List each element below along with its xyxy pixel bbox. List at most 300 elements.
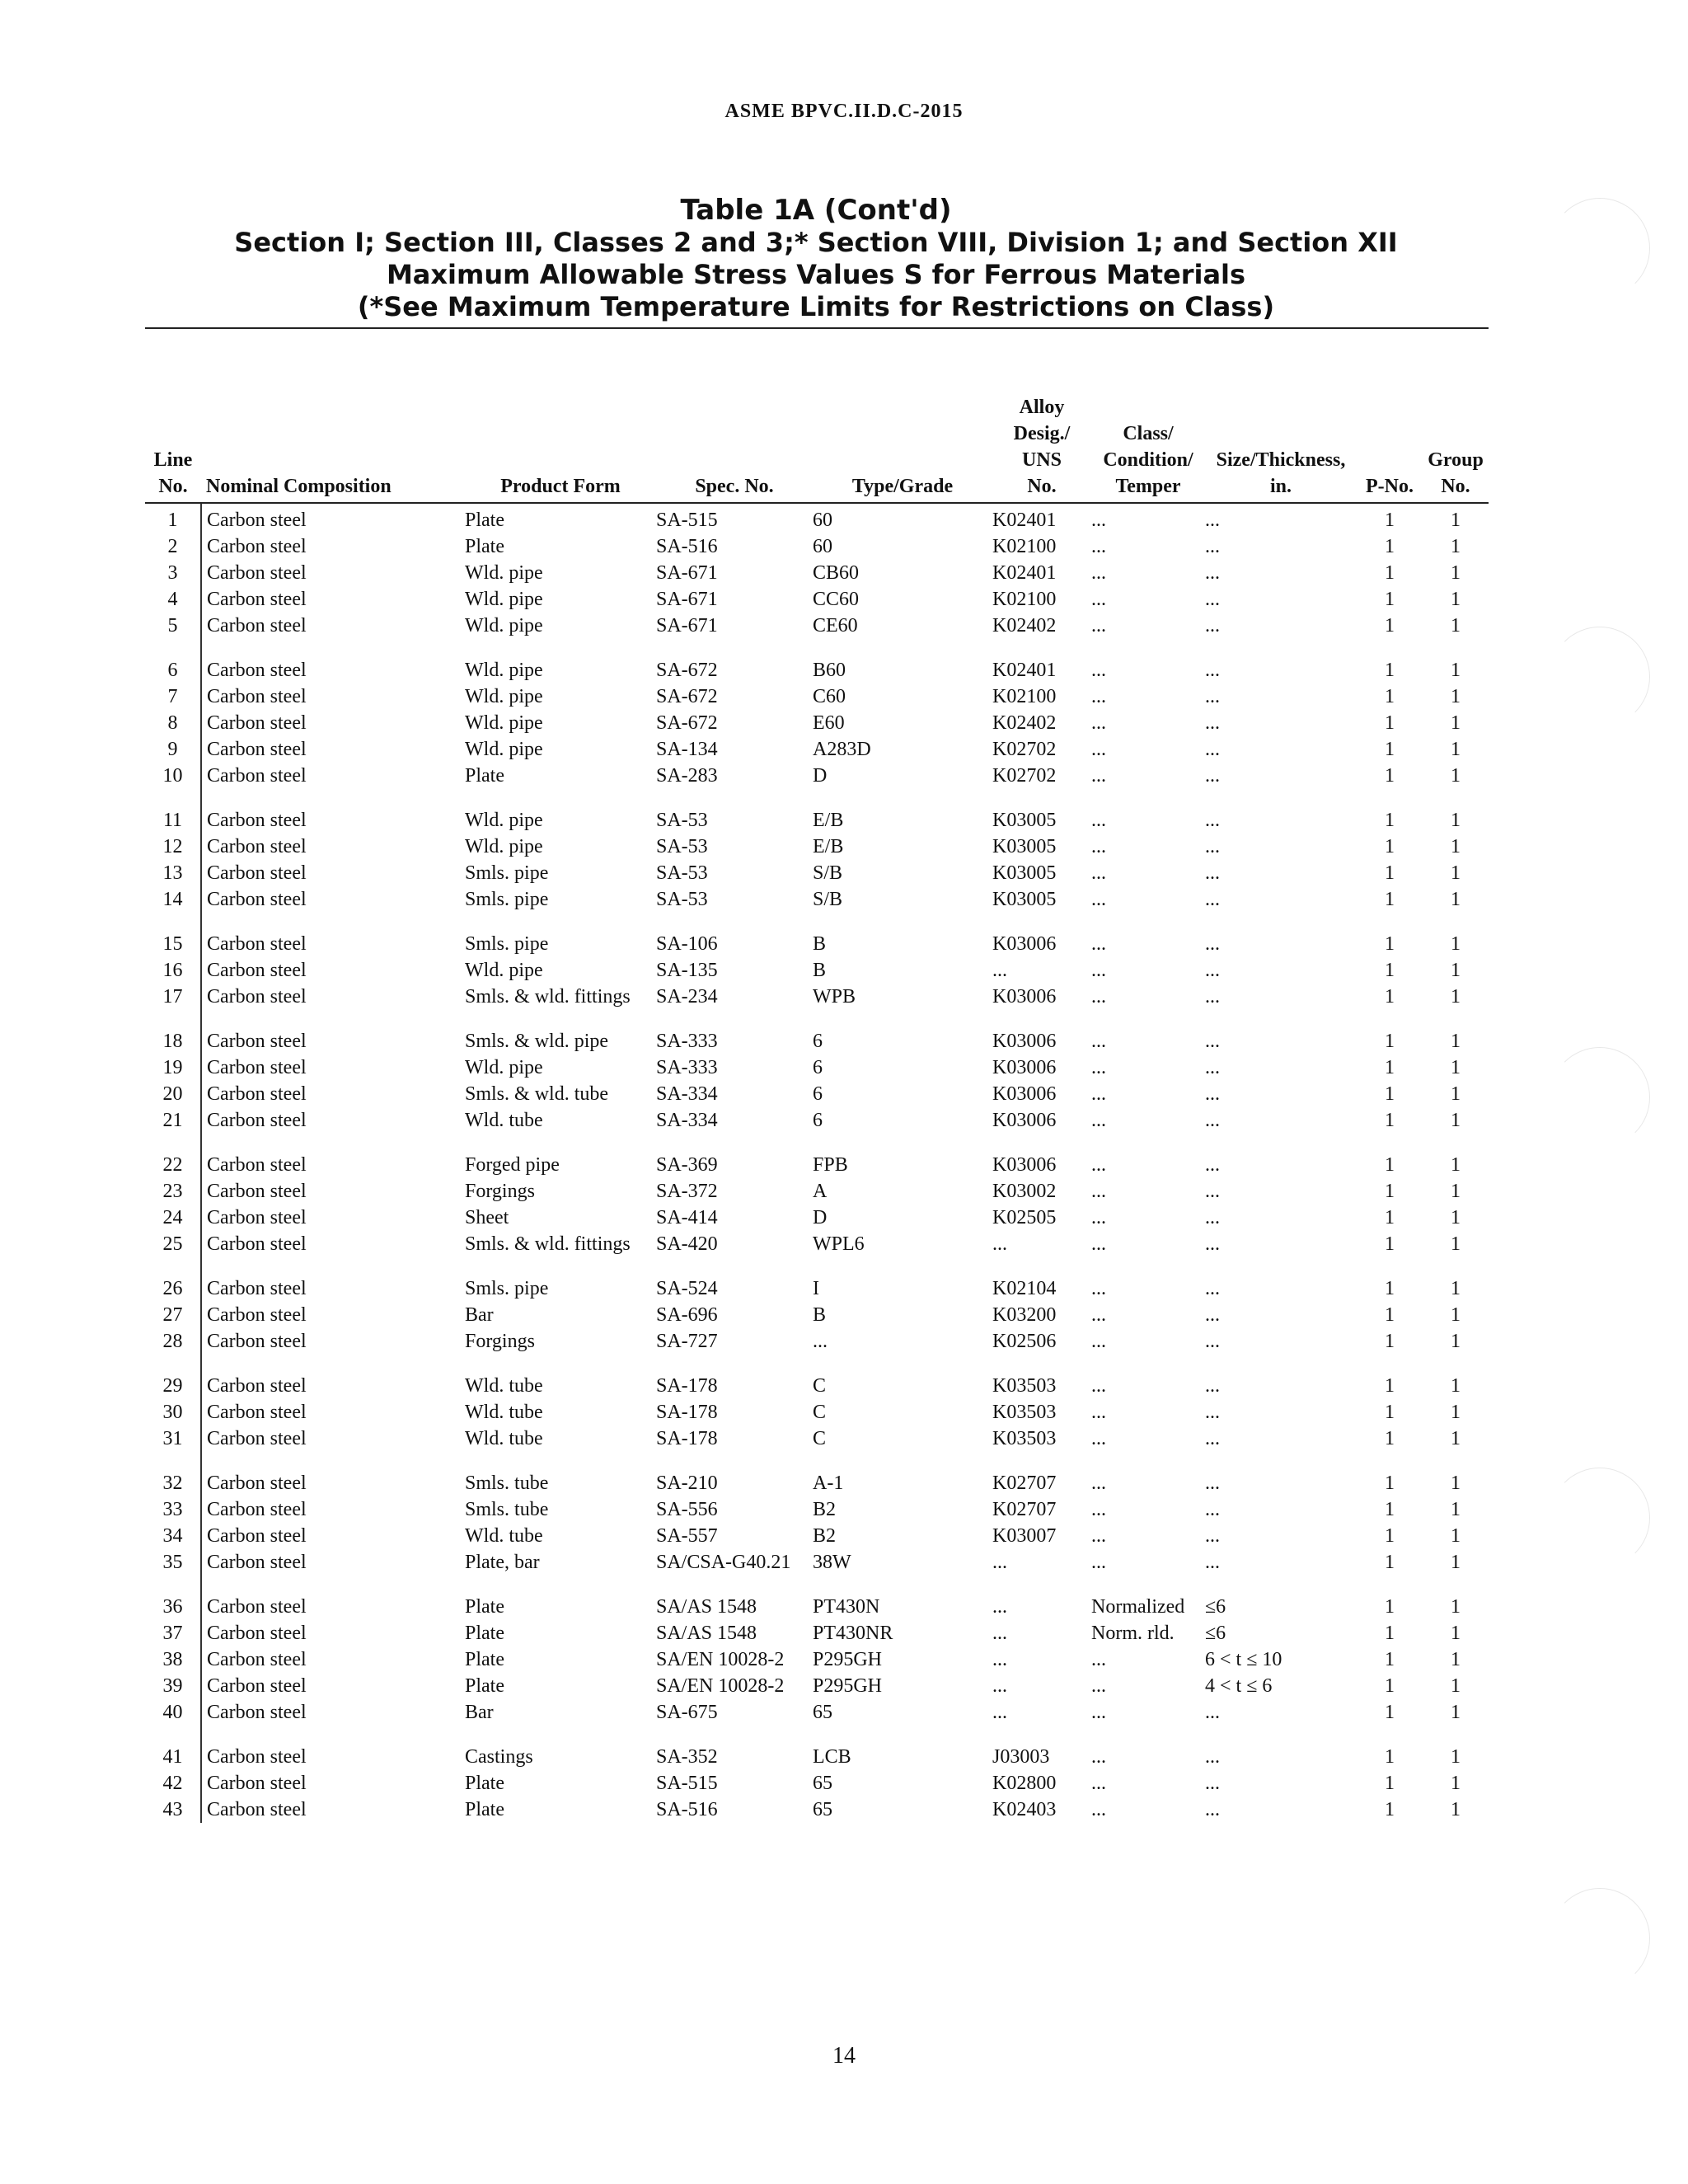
group-no-cell: 1 [1451, 1552, 1461, 1573]
p-no-cell: 1 [1385, 1304, 1395, 1326]
p-no-cell: 1 [1385, 1207, 1395, 1228]
group-no-cell: 1 [1451, 1623, 1461, 1644]
type-grade-cell: 60 [813, 536, 832, 557]
type-grade-cell: A-1 [813, 1472, 844, 1494]
spec-no-cell: SA-696 [656, 1304, 718, 1326]
type-grade-cell: A [813, 1181, 828, 1202]
uns-no-cell: K02800 [992, 1773, 1057, 1794]
p-no-cell: 1 [1385, 1675, 1395, 1697]
line-no-cell: 36 [145, 1576, 201, 1620]
size-cell: ... [1205, 536, 1220, 557]
spec-no-cell: SA-210 [656, 1472, 718, 1494]
p-no-cell: 1 [1385, 1702, 1395, 1723]
table-title-line-3: Maximum Allowable Stress Values S for Ferrous Materials [386, 259, 1246, 290]
composition-cell: Carbon steel [207, 1154, 307, 1176]
product-form-cell: Plate [465, 510, 504, 531]
line-no-cell: 17 [145, 984, 201, 1010]
p-no-cell: 1 [1385, 562, 1395, 584]
composition-cell: Carbon steel [207, 1552, 307, 1573]
size-cell: ... [1205, 1278, 1220, 1299]
size-cell: ... [1205, 810, 1220, 831]
class-cell: ... [1091, 1675, 1106, 1697]
class-cell: ... [1091, 615, 1106, 636]
p-no-cell: 1 [1385, 660, 1395, 681]
spec-no-cell: SA-524 [656, 1278, 718, 1299]
binder-hole-mark [1550, 1888, 1650, 1989]
uns-no-cell: K03200 [992, 1304, 1057, 1326]
size-cell: ≤6 [1205, 1623, 1226, 1644]
composition-cell: Carbon steel [207, 986, 307, 1007]
size-cell: ... [1205, 1304, 1220, 1326]
group-no-cell: 1 [1451, 1773, 1461, 1794]
p-no-cell: 1 [1385, 1428, 1395, 1449]
composition-cell: Carbon steel [207, 615, 307, 636]
type-grade-cell: 38W [813, 1552, 851, 1573]
class-cell: ... [1091, 1057, 1106, 1078]
size-cell: ... [1205, 1472, 1220, 1494]
uns-no-cell: K03005 [992, 889, 1057, 910]
type-grade-cell: B2 [813, 1499, 837, 1520]
product-form-cell: Wld. pipe [465, 686, 543, 707]
class-cell: ... [1091, 889, 1106, 910]
class-cell: ... [1091, 1110, 1106, 1131]
p-no-cell: 1 [1385, 1799, 1395, 1820]
line-no-cell: 21 [145, 1107, 201, 1134]
group-no-cell: 1 [1451, 1702, 1461, 1723]
type-grade-cell: FPB [813, 1154, 848, 1176]
size-cell: ... [1205, 986, 1220, 1007]
composition-cell: Carbon steel [207, 862, 307, 884]
group-no-cell: 1 [1451, 1154, 1461, 1176]
product-form-cell: Smls. tube [465, 1472, 549, 1494]
size-cell: ... [1205, 1181, 1220, 1202]
class-cell: ... [1091, 1181, 1106, 1202]
table-row [145, 1257, 1489, 1302]
uns-no-cell: K02401 [992, 660, 1057, 681]
table-header-row [145, 394, 1489, 503]
spec-no-cell: SA-557 [656, 1525, 718, 1547]
class-cell: ... [1091, 536, 1106, 557]
p-no-cell: 1 [1385, 712, 1395, 734]
table-row [145, 1797, 1489, 1823]
line-no-cell: 39 [145, 1673, 201, 1699]
uns-no-cell: K03006 [992, 1083, 1057, 1105]
size-cell: ... [1205, 836, 1220, 857]
group-no-cell: 1 [1451, 933, 1461, 955]
uns-no-cell: K03006 [992, 1057, 1057, 1078]
spec-no-cell: SA-369 [656, 1154, 718, 1176]
type-grade-cell: C [813, 1402, 827, 1423]
p-no-cell: 1 [1385, 1596, 1395, 1618]
uns-no-cell: K03503 [992, 1375, 1057, 1397]
product-form-cell: Plate [465, 1773, 504, 1794]
line-no-cell: 16 [145, 957, 201, 984]
composition-cell: Carbon steel [207, 536, 307, 557]
composition-cell: Carbon steel [207, 1746, 307, 1768]
spec-no-cell: SA-333 [656, 1031, 718, 1052]
title-divider [145, 327, 1489, 329]
size-cell: ... [1205, 510, 1220, 531]
table-row [145, 1496, 1489, 1523]
col-header-class: Class/ Condition/ Temper [1091, 394, 1205, 503]
product-form-cell: Smls. pipe [465, 1278, 549, 1299]
p-no-cell: 1 [1385, 1773, 1395, 1794]
table-title-line-4: (*See Maximum Temperature Limits for Restrictions on Class) [357, 291, 1275, 322]
table-row [145, 1620, 1489, 1646]
group-no-cell: 1 [1451, 836, 1461, 857]
p-no-cell: 1 [1385, 1083, 1395, 1105]
group-no-cell: 1 [1451, 615, 1461, 636]
uns-no-cell: K02505 [992, 1207, 1057, 1228]
type-grade-cell: 60 [813, 510, 832, 531]
spec-no-cell: SA/EN 10028-2 [656, 1649, 785, 1670]
spec-no-cell: SA-53 [656, 810, 708, 831]
spec-no-cell: SA-420 [656, 1233, 718, 1255]
size-cell: ... [1205, 1799, 1220, 1820]
type-grade-cell: PT430NR [813, 1623, 893, 1644]
composition-cell: Carbon steel [207, 510, 307, 531]
spec-no-cell: SA-352 [656, 1746, 718, 1768]
uns-no-cell: ... [992, 1702, 1007, 1723]
class-cell: ... [1091, 1702, 1106, 1723]
product-form-cell: Smls. & wld. tube [465, 1083, 609, 1105]
document-header: ASME BPVC.II.D.C-2015 [724, 101, 964, 122]
uns-no-cell: K03503 [992, 1402, 1057, 1423]
spec-no-cell: SA-675 [656, 1702, 718, 1723]
size-cell: ... [1205, 889, 1220, 910]
spec-no-cell: SA-671 [656, 615, 718, 636]
type-grade-cell: C [813, 1375, 827, 1397]
table-title-line-2: Section I; Section III, Classes 2 and 3;* Section VIII, Division 1; and Section XII [234, 227, 1398, 258]
binder-hole-mark [1550, 627, 1650, 727]
size-cell: ... [1205, 562, 1220, 584]
class-cell: ... [1091, 1552, 1106, 1573]
table-row [145, 1699, 1489, 1726]
product-form-cell: Wld. tube [465, 1402, 543, 1423]
size-cell: ... [1205, 1525, 1220, 1547]
uns-no-cell: K02100 [992, 589, 1057, 610]
composition-cell: Carbon steel [207, 1623, 307, 1644]
type-grade-cell: B60 [813, 660, 846, 681]
class-cell: ... [1091, 1375, 1106, 1397]
table-row [145, 613, 1489, 639]
p-no-cell: 1 [1385, 1649, 1395, 1670]
type-grade-cell: 6 [813, 1083, 823, 1105]
class-cell: ... [1091, 862, 1106, 884]
type-grade-cell: S/B [813, 889, 843, 910]
spec-no-cell: SA-53 [656, 836, 708, 857]
page-number: 14 [832, 2043, 856, 2069]
composition-cell: Carbon steel [207, 1675, 307, 1697]
composition-cell: Carbon steel [207, 1331, 307, 1352]
line-no-cell: 9 [145, 736, 201, 763]
size-cell: ... [1205, 1746, 1220, 1768]
product-form-cell: Smls. pipe [465, 862, 549, 884]
table-row [145, 1054, 1489, 1081]
group-no-cell: 1 [1451, 712, 1461, 734]
product-form-cell: Wld. pipe [465, 960, 543, 981]
table-row [145, 1107, 1489, 1134]
composition-cell: Carbon steel [207, 589, 307, 610]
table-row [145, 1081, 1489, 1107]
composition-cell: Carbon steel [207, 765, 307, 787]
p-no-cell: 1 [1385, 810, 1395, 831]
type-grade-cell: 65 [813, 1799, 832, 1820]
table-row [145, 710, 1489, 736]
composition-cell: Carbon steel [207, 810, 307, 831]
size-cell: ... [1205, 1331, 1220, 1352]
product-form-cell: Smls. tube [465, 1499, 549, 1520]
uns-no-cell: ... [992, 1649, 1007, 1670]
composition-cell: Carbon steel [207, 1499, 307, 1520]
product-form-cell: Wld. pipe [465, 712, 543, 734]
group-no-cell: 1 [1451, 1472, 1461, 1494]
line-no-cell: 2 [145, 533, 201, 560]
table-row [145, 1205, 1489, 1231]
table-row [145, 533, 1489, 560]
col-header-line-no: Line No. [145, 394, 201, 503]
product-form-cell: Sheet [465, 1207, 509, 1228]
uns-no-cell: K02506 [992, 1331, 1057, 1352]
uns-no-cell: K03006 [992, 933, 1057, 955]
group-no-cell: 1 [1451, 1110, 1461, 1131]
line-no-cell: 4 [145, 586, 201, 613]
size-cell: 6 < t ≤ 10 [1205, 1649, 1282, 1670]
class-cell: ... [1091, 1649, 1106, 1670]
table-title [140, 195, 1492, 323]
uns-no-cell: ... [992, 1552, 1007, 1573]
table-row [145, 957, 1489, 984]
composition-cell: Carbon steel [207, 1773, 307, 1794]
product-form-cell: Plate [465, 765, 504, 787]
group-no-cell: 1 [1451, 536, 1461, 557]
type-grade-cell: 65 [813, 1702, 832, 1723]
spec-no-cell: SA-178 [656, 1428, 718, 1449]
class-cell: ... [1091, 810, 1106, 831]
type-grade-cell: C [813, 1428, 827, 1449]
p-no-cell: 1 [1385, 1233, 1395, 1255]
spec-no-cell: SA-672 [656, 712, 718, 734]
line-no-cell: 19 [145, 1054, 201, 1081]
table-row [145, 886, 1489, 913]
p-no-cell: 1 [1385, 1623, 1395, 1644]
type-grade-cell: 6 [813, 1031, 823, 1052]
line-no-cell: 22 [145, 1134, 201, 1178]
table-row [145, 586, 1489, 613]
col-header-size: Size/Thickness, in. [1205, 394, 1357, 503]
line-no-cell: 13 [145, 860, 201, 886]
col-header-uns: Alloy Desig./ UNS No. [992, 394, 1091, 503]
type-grade-cell: I [813, 1278, 819, 1299]
table-row [145, 1178, 1489, 1205]
type-grade-cell: D [813, 765, 828, 787]
group-no-cell: 1 [1451, 1649, 1461, 1670]
table-row [145, 736, 1489, 763]
class-cell: ... [1091, 933, 1106, 955]
spec-no-cell: SA/CSA-G40.21 [656, 1552, 791, 1573]
product-form-cell: Plate [465, 1596, 504, 1618]
product-form-cell: Wld. pipe [465, 615, 543, 636]
group-no-cell: 1 [1451, 1746, 1461, 1768]
size-cell: ... [1205, 589, 1220, 610]
composition-cell: Carbon steel [207, 960, 307, 981]
size-cell: ... [1205, 765, 1220, 787]
p-no-cell: 1 [1385, 1375, 1395, 1397]
type-grade-cell: A283D [813, 739, 871, 760]
composition-cell: Carbon steel [207, 562, 307, 584]
composition-cell: Carbon steel [207, 1472, 307, 1494]
type-grade-cell: P295GH [813, 1649, 883, 1670]
line-no-cell: 8 [145, 710, 201, 736]
spec-no-cell: SA-53 [656, 889, 708, 910]
p-no-cell: 1 [1385, 1154, 1395, 1176]
size-cell: ... [1205, 1031, 1220, 1052]
uns-no-cell: K03006 [992, 1110, 1057, 1131]
size-cell: ... [1205, 933, 1220, 955]
size-cell: ... [1205, 1402, 1220, 1423]
class-cell: ... [1091, 1799, 1106, 1820]
class-cell: ... [1091, 562, 1106, 584]
table-row [145, 1355, 1489, 1399]
class-cell: Normalized [1091, 1596, 1185, 1618]
size-cell: ... [1205, 862, 1220, 884]
group-no-cell: 1 [1451, 510, 1461, 531]
size-cell: ... [1205, 1773, 1220, 1794]
size-cell: ... [1205, 1428, 1220, 1449]
class-cell: Norm. rld. [1091, 1623, 1175, 1644]
line-no-cell: 1 [145, 503, 201, 533]
spec-no-cell: SA-53 [656, 862, 708, 884]
class-cell: ... [1091, 686, 1106, 707]
p-no-cell: 1 [1385, 510, 1395, 531]
uns-no-cell: K02702 [992, 739, 1057, 760]
table-row [145, 860, 1489, 886]
type-grade-cell: CC60 [813, 589, 860, 610]
group-no-cell: 1 [1451, 1181, 1461, 1202]
class-cell: ... [1091, 1207, 1106, 1228]
col-header-spec-no: Spec. No. [656, 394, 813, 503]
class-cell: ... [1091, 1233, 1106, 1255]
group-no-cell: 1 [1451, 562, 1461, 584]
class-cell: ... [1091, 836, 1106, 857]
uns-no-cell: K03503 [992, 1428, 1057, 1449]
class-cell: ... [1091, 1278, 1106, 1299]
product-form-cell: Plate [465, 536, 504, 557]
group-no-cell: 1 [1451, 686, 1461, 707]
group-no-cell: 1 [1451, 986, 1461, 1007]
p-no-cell: 1 [1385, 536, 1395, 557]
type-grade-cell: P295GH [813, 1675, 883, 1697]
size-cell: ... [1205, 712, 1220, 734]
class-cell: ... [1091, 1472, 1106, 1494]
class-cell: ... [1091, 1402, 1106, 1423]
table-row [145, 1673, 1489, 1699]
size-cell: ... [1205, 1057, 1220, 1078]
group-no-cell: 1 [1451, 1799, 1461, 1820]
class-cell: ... [1091, 1773, 1106, 1794]
class-cell: ... [1091, 1525, 1106, 1547]
table-row [145, 834, 1489, 860]
table-row [145, 639, 1489, 683]
composition-cell: Carbon steel [207, 1083, 307, 1105]
spec-no-cell: SA-178 [656, 1402, 718, 1423]
type-grade-cell: E/B [813, 836, 844, 857]
table-row [145, 913, 1489, 957]
group-no-cell: 1 [1451, 862, 1461, 884]
spec-no-cell: SA-515 [656, 510, 718, 531]
table-row [145, 1231, 1489, 1257]
group-no-cell: 1 [1451, 1428, 1461, 1449]
class-cell: ... [1091, 1304, 1106, 1326]
group-no-cell: 1 [1451, 810, 1461, 831]
group-no-cell: 1 [1451, 765, 1461, 787]
type-grade-cell: 6 [813, 1110, 823, 1131]
table-row [145, 1010, 1489, 1054]
size-cell: ... [1205, 660, 1220, 681]
size-cell: ... [1205, 739, 1220, 760]
table-row [145, 1302, 1489, 1328]
product-form-cell: Plate [465, 1799, 504, 1820]
table-row [145, 1452, 1489, 1496]
p-no-cell: 1 [1385, 1278, 1395, 1299]
class-cell: ... [1091, 712, 1106, 734]
group-no-cell: 1 [1451, 1278, 1461, 1299]
spec-no-cell: SA/EN 10028-2 [656, 1675, 785, 1697]
type-grade-cell: CE60 [813, 615, 858, 636]
size-cell: ... [1205, 1110, 1220, 1131]
composition-cell: Carbon steel [207, 660, 307, 681]
uns-no-cell: K02100 [992, 536, 1057, 557]
composition-cell: Carbon steel [207, 889, 307, 910]
product-form-cell: Smls. & wld. fittings [465, 986, 631, 1007]
line-no-cell: 31 [145, 1425, 201, 1452]
p-no-cell: 1 [1385, 765, 1395, 787]
size-cell: ... [1205, 686, 1220, 707]
type-grade-cell: LCB [813, 1746, 851, 1768]
spec-no-cell: SA-515 [656, 1773, 718, 1794]
spec-no-cell: SA-334 [656, 1083, 718, 1105]
group-no-cell: 1 [1451, 1083, 1461, 1105]
uns-no-cell: ... [992, 1596, 1007, 1618]
type-grade-cell: ... [813, 1331, 828, 1352]
p-no-cell: 1 [1385, 1331, 1395, 1352]
size-cell: ... [1205, 1083, 1220, 1105]
table-row [145, 1576, 1489, 1620]
composition-cell: Carbon steel [207, 1233, 307, 1255]
group-no-cell: 1 [1451, 1233, 1461, 1255]
table-row [145, 1646, 1489, 1673]
size-cell: ≤6 [1205, 1596, 1226, 1618]
spec-no-cell: SA-516 [656, 536, 718, 557]
uns-no-cell: ... [992, 1675, 1007, 1697]
p-no-cell: 1 [1385, 615, 1395, 636]
table-row [145, 1134, 1489, 1178]
line-no-cell: 34 [145, 1523, 201, 1549]
class-cell: ... [1091, 1331, 1106, 1352]
p-no-cell: 1 [1385, 1181, 1395, 1202]
spec-no-cell: SA-671 [656, 562, 718, 584]
uns-no-cell: K03005 [992, 836, 1057, 857]
table-row [145, 1726, 1489, 1770]
uns-no-cell: K03005 [992, 862, 1057, 884]
table-body [145, 503, 1489, 1823]
class-cell: ... [1091, 1746, 1106, 1768]
p-no-cell: 1 [1385, 1031, 1395, 1052]
line-no-cell: 15 [145, 913, 201, 957]
spec-no-cell: SA-672 [656, 686, 718, 707]
composition-cell: Carbon steel [207, 1278, 307, 1299]
composition-cell: Carbon steel [207, 1057, 307, 1078]
